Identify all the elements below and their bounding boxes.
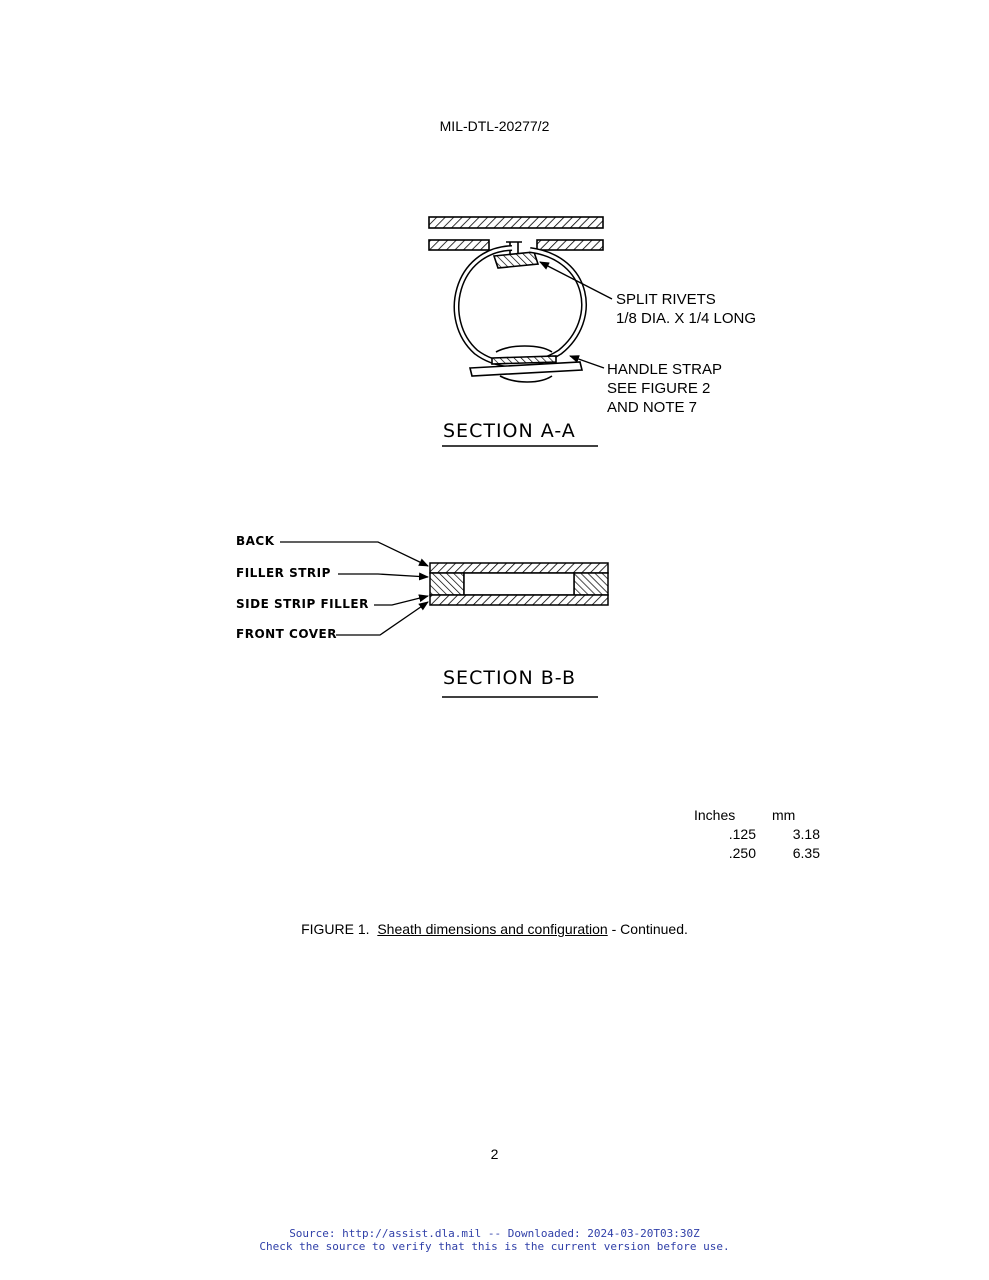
filler-strip-label: FILLER STRIP <box>236 566 331 580</box>
inches-header: Inches <box>694 807 736 823</box>
top-plate <box>429 217 603 228</box>
section-aa-title: SECTION A-A <box>443 420 576 442</box>
back-label: BACK <box>236 534 275 548</box>
footer-verify-line: Check the source to verify that this is the current version before use. <box>259 1240 730 1253</box>
table-row <box>690 844 820 863</box>
filler-strip-right <box>574 573 608 595</box>
split-rivets-label: SPLIT RIVETS <box>616 291 716 308</box>
rivet-washer <box>494 252 538 268</box>
section-aa-drawing <box>429 217 603 382</box>
page-number: 2 <box>490 1146 499 1162</box>
plate-left <box>429 240 489 250</box>
document-id: MIL-DTL-20277/2 <box>439 118 550 134</box>
conversion-table <box>690 806 820 863</box>
mm-cell: 3.18 <box>792 826 820 842</box>
figure-caption <box>0 921 989 937</box>
caption-suffix: - Continued. <box>607 921 688 937</box>
inches-cell: .250 <box>728 845 756 861</box>
filler-strip-left <box>430 573 464 595</box>
split-rivets-size: 1/8 DIA. X 1/4 LONG <box>616 310 757 327</box>
conversion-header-row <box>690 806 820 825</box>
section-bb-drawing <box>430 563 608 605</box>
front-cover-layer <box>430 595 608 605</box>
caption-title: Sheath dimensions and configuration <box>377 921 608 937</box>
handle-strap-label: HANDLE STRAP <box>607 361 723 378</box>
front-cover-label: FRONT COVER <box>236 627 337 641</box>
caption-prefix: FIGURE 1. <box>301 921 370 937</box>
handle-strap-figure-ref: SEE FIGURE 2 <box>607 380 711 397</box>
handle-strap-callout <box>607 360 722 417</box>
handle-strap-note-ref: AND NOTE 7 <box>607 399 698 416</box>
source-footer <box>0 1227 989 1253</box>
back-layer <box>430 563 608 573</box>
mm-header: mm <box>772 807 796 823</box>
footer-source-line: Source: http://assist.dla.mil -- Downloaded: 2024-03-20T03:30Z <box>289 1227 700 1240</box>
table-row <box>690 825 820 844</box>
plate-right <box>537 240 603 250</box>
mm-cell: 6.35 <box>792 845 820 861</box>
section-bb-title: SECTION B-B <box>443 667 576 689</box>
inches-cell: .125 <box>728 826 756 842</box>
side-strip-filler-label: SIDE STRIP FILLER <box>236 597 369 611</box>
split-rivets-callout <box>616 290 756 328</box>
pocket <box>464 573 574 595</box>
